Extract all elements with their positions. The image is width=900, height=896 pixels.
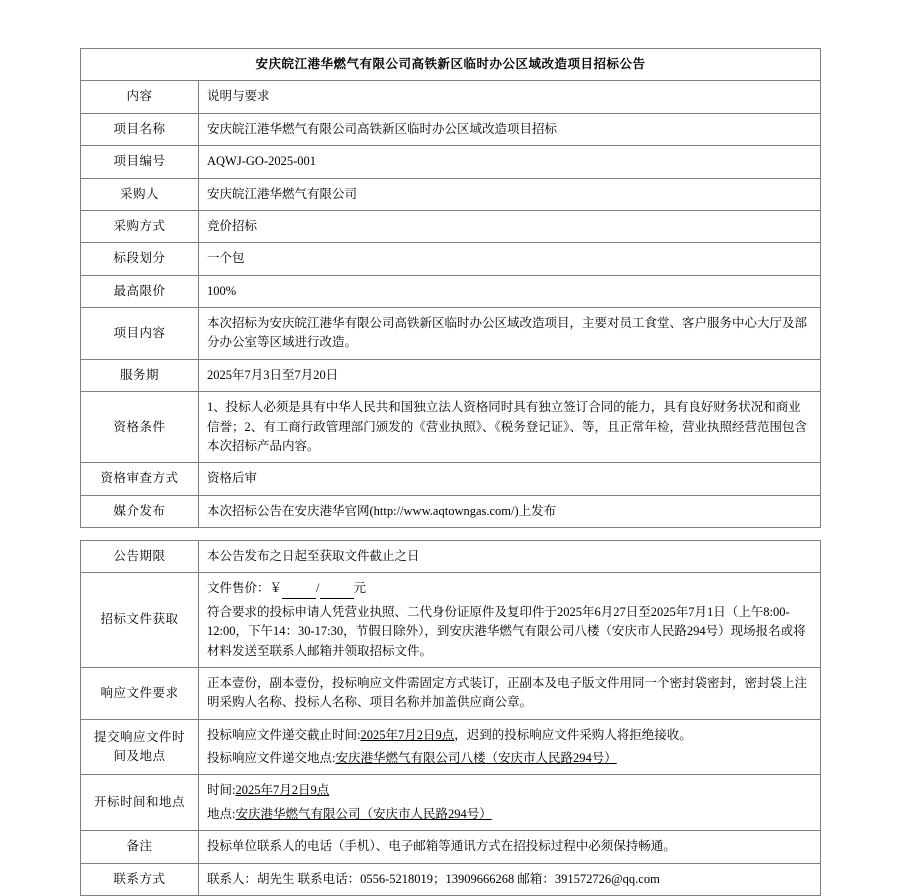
row-label-project-name: 项目名称 bbox=[81, 113, 199, 145]
row-label-bid-opening: 开标时间和地点 bbox=[81, 775, 199, 831]
column-header-content: 内容 bbox=[81, 81, 199, 113]
row-label-media-release: 媒介发布 bbox=[81, 495, 199, 527]
table-row bbox=[81, 243, 821, 275]
row-label-service-period: 服务期 bbox=[81, 359, 199, 391]
submission-deadline-prefix: 投标响应文件递交截止时间: bbox=[207, 727, 361, 742]
row-value-project-content: 本次招标为安庆皖江港华有限公司高铁新区临时办公区域改造项目，主要对员工食堂、客户服务中心大厅及部分办公室等区域进行改造。 bbox=[199, 308, 821, 360]
row-value-purchase-method: 竞价招标 bbox=[199, 210, 821, 242]
row-label-purchase-method: 采购方式 bbox=[81, 210, 199, 242]
table-row-title bbox=[81, 49, 821, 81]
bid-opening-place-prefix: 地点: bbox=[207, 806, 236, 821]
row-label-remarks: 备注 bbox=[81, 831, 199, 863]
row-value-project-number: AQWJ-GO-2025-001 bbox=[199, 146, 821, 178]
row-label-purchaser: 采购人 bbox=[81, 178, 199, 210]
table-row bbox=[81, 392, 821, 463]
page-title: 安庆皖江港华燃气有限公司高铁新区临时办公区域改造项目招标公告 bbox=[81, 49, 821, 81]
submission-deadline-suffix: ，迟到的投标响应文件采购人将拒绝接收。 bbox=[454, 727, 692, 742]
column-header-description: 说明与要求 bbox=[199, 81, 821, 113]
row-value-qualification-review: 资格后审 bbox=[199, 463, 821, 495]
row-value-submission bbox=[199, 719, 821, 775]
row-value-max-price: 100% bbox=[199, 275, 821, 307]
bid-opening-time-value: 2025年7月2日9点 bbox=[235, 783, 330, 798]
table-row bbox=[81, 113, 821, 145]
table-row bbox=[81, 775, 821, 831]
submission-location-prefix: 投标响应文件递交地点: bbox=[207, 751, 336, 765]
table-row bbox=[81, 308, 821, 360]
row-value-bid-opening bbox=[199, 775, 821, 831]
row-value-response-document: 正本壹份，副本壹份，投标响应文件需固定方式装订，正副本及电子版文件用同一个密封袋密封，密封袋上注明采购人名称、投标人名称、项目名称并加盖供应商公章。 bbox=[199, 667, 821, 719]
bid-opening-time-line bbox=[207, 781, 812, 800]
row-label-document-acquisition: 招标文件获取 bbox=[81, 573, 199, 668]
document-acquisition-detail: 符合要求的投标申请人凭营业执照、二代身份证原件及复印件于2025年6月27日至2025年7月1日（上午8:00-12:00，下午14：30-17:30，节假日除外），到安庆港华燃气有限公司八楼（安庆市人民路294号）现场报名或将材料发送至联系人邮箱并领取招标文件。 bbox=[207, 604, 806, 658]
row-value-project-name: 安庆皖江港华燃气有限公司高铁新区临时办公区域改造项目招标 bbox=[199, 113, 821, 145]
row-value-qualification: 1、投标人必须是具有中华人民共和国独立法人资格同时具有独立签订合同的能力，具有良好财务状况和商业信誉；2、有工商行政管理部门颁发的《营业执照》、《税务登记证》、等，且正常年检，营业执照经营范围包含本次招标产品内容。 bbox=[199, 392, 821, 463]
document-price-mid: / bbox=[316, 581, 320, 596]
table-row bbox=[81, 275, 821, 307]
price-blank-2 bbox=[320, 586, 354, 599]
row-value-remarks: 投标单位联系人的电话（手机）、电子邮箱等通讯方式在招投标过程中必须保持畅通。 bbox=[199, 831, 821, 863]
table-row bbox=[81, 541, 821, 573]
row-value-contact: 联系人：胡先生 联系电话：0556-5218019；13909666268 邮箱：391572726@qq.com bbox=[199, 863, 821, 895]
table-row bbox=[81, 463, 821, 495]
bid-opening-place-value: 安庆港华燃气有限公司（安庆市人民路294号） bbox=[235, 806, 492, 821]
announcement-table-top bbox=[80, 48, 821, 528]
bid-opening-place-line bbox=[207, 805, 812, 824]
document-price-prefix: 文件售价：￥ bbox=[207, 581, 283, 596]
row-label-response-document: 响应文件要求 bbox=[81, 667, 199, 719]
row-label-contact: 联系方式 bbox=[81, 863, 199, 895]
row-label-max-price: 最高限价 bbox=[81, 275, 199, 307]
submission-deadline-value: 2025年7月2日9点 bbox=[360, 727, 455, 742]
document-price-line bbox=[207, 579, 812, 598]
submission-location-line bbox=[207, 749, 812, 768]
document-price-suffix: 元 bbox=[353, 581, 367, 596]
row-value-purchaser: 安庆皖江港华燃气有限公司 bbox=[199, 178, 821, 210]
submission-deadline-line bbox=[207, 726, 812, 745]
table-row bbox=[81, 719, 821, 775]
price-blank-1 bbox=[282, 586, 316, 599]
row-value-service-period: 2025年7月3日至7月20日 bbox=[199, 359, 821, 391]
table-row bbox=[81, 573, 821, 668]
table-gap bbox=[80, 528, 820, 540]
table-row bbox=[81, 178, 821, 210]
announcement-table-bottom bbox=[80, 540, 821, 896]
row-value-announcement-period: 本公告发布之日起至获取文件截止之日 bbox=[199, 541, 821, 573]
row-value-document-acquisition bbox=[199, 573, 821, 668]
bid-opening-time-prefix: 时间: bbox=[207, 783, 236, 798]
table-row bbox=[81, 495, 821, 527]
row-value-media-release: 本次招标公告在安庆港华官网(http://www.aqtowngas.com/)上发布 bbox=[199, 495, 821, 527]
row-label-project-number: 项目编号 bbox=[81, 146, 199, 178]
row-label-submission: 提交响应文件时间及地点 bbox=[81, 719, 199, 775]
table-row bbox=[81, 831, 821, 863]
table-row bbox=[81, 863, 821, 895]
table-row bbox=[81, 667, 821, 719]
row-label-announcement-period: 公告期限 bbox=[81, 541, 199, 573]
table-row-header bbox=[81, 81, 821, 113]
row-label-project-content: 项目内容 bbox=[81, 308, 199, 360]
table-row bbox=[81, 359, 821, 391]
table-row bbox=[81, 146, 821, 178]
row-label-qualification-review: 资格审查方式 bbox=[81, 463, 199, 495]
row-label-section-division: 标段划分 bbox=[81, 243, 199, 275]
row-value-section-division: 一个包 bbox=[199, 243, 821, 275]
row-label-qualification: 资格条件 bbox=[81, 392, 199, 463]
table-row bbox=[81, 210, 821, 242]
submission-location-value: 安庆港华燃气有限公司八楼（安庆市人民路294号） bbox=[335, 751, 617, 765]
